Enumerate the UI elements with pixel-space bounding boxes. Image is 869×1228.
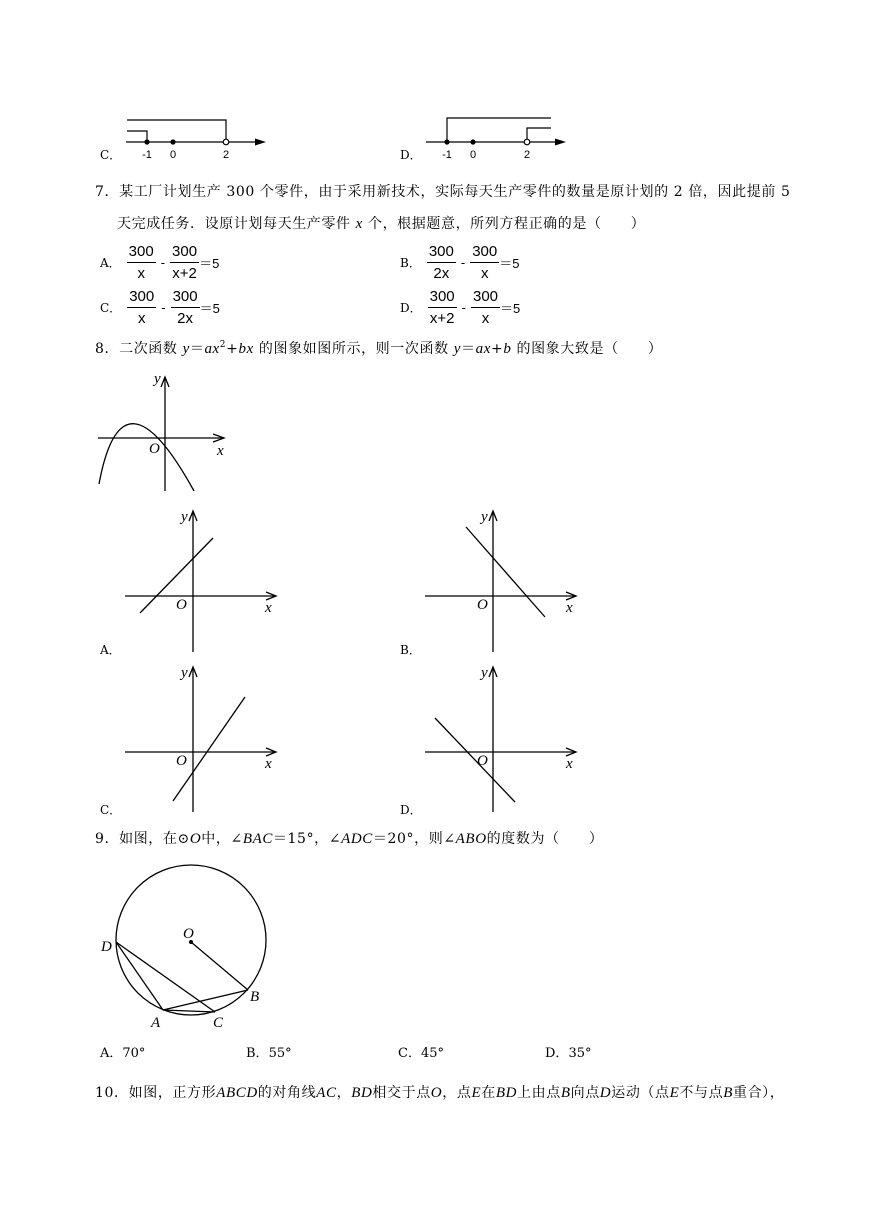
parabola-curve: [99, 424, 194, 491]
numerator: 300: [127, 288, 156, 308]
math-variable: ADC: [341, 831, 373, 847]
segment-ob: [191, 942, 248, 990]
math-variable: b: [503, 341, 512, 357]
math-variable: ax: [204, 341, 220, 357]
text-run: 相交于点: [372, 1085, 431, 1101]
text-run: ，点: [442, 1085, 472, 1101]
circle-figure: [100, 865, 266, 1031]
math-variable: AC: [316, 1085, 337, 1101]
option-label: A．: [100, 255, 121, 270]
denominator: x+2: [172, 264, 197, 282]
option-label: B．: [400, 255, 421, 270]
math-variable: E: [669, 1085, 680, 1101]
tick-label: -1: [442, 149, 452, 161]
math-variable: B: [560, 1085, 571, 1101]
point-label-a: A: [151, 1015, 161, 1031]
y-axis-label: y: [481, 509, 488, 525]
y-axis-label: y: [181, 509, 188, 525]
text-run: 8．二次函数: [95, 341, 183, 357]
solution-ray: [127, 131, 147, 142]
open-dot: [524, 139, 530, 145]
numerator: 300: [170, 243, 199, 263]
tick-dot: [170, 139, 175, 144]
math-variable: y: [453, 341, 461, 357]
text-run: ＝: [461, 341, 476, 357]
tick-label: 0: [469, 149, 477, 161]
math-variable: x: [355, 216, 363, 232]
math-variable: ABCD: [216, 1085, 258, 1101]
option-label: C．: [398, 1046, 421, 1061]
math-variable: ax: [475, 341, 491, 357]
text-run: 7．某工厂计划生产 300 个零件，由于采用新技术，实际每天生产零件的数量是原计划的 2 倍，因此提前 5: [95, 184, 791, 200]
open-dot: [223, 139, 229, 145]
denominator: x: [137, 264, 145, 282]
point-label-c: C: [213, 1015, 224, 1031]
option-label: C．: [100, 300, 122, 315]
option-label-d: D．: [400, 148, 422, 162]
math-variable: O: [430, 1085, 443, 1101]
y-axis-label: y: [181, 665, 188, 681]
number-line-d: [426, 118, 566, 161]
denominator: x: [137, 309, 146, 327]
origin-label: O: [149, 441, 160, 457]
text-run: 个，根据题意，所列方程正确的是（ ）: [362, 216, 646, 232]
text-run: 10．如图，正方形: [95, 1085, 217, 1101]
tick-label: -1: [142, 149, 152, 161]
math-variable: O: [189, 831, 202, 847]
math-variable: B: [723, 1085, 733, 1101]
q8-option-label-d: D．: [400, 803, 422, 817]
graph-option-d: [425, 665, 576, 812]
arrow-head: [255, 139, 266, 146]
x-axis-label: x: [217, 443, 224, 459]
text-run: 的度数为（ ）: [486, 831, 604, 847]
x-axis-label: x: [265, 756, 272, 772]
text-run: 运动（点: [611, 1085, 670, 1101]
equation-rhs: ＝5: [500, 300, 521, 316]
tick-dot: [470, 139, 475, 144]
option-value: 45°: [420, 1046, 444, 1061]
numerator: 300: [127, 243, 156, 263]
text-run: 9．如图，在⊙: [95, 831, 190, 847]
denominator: 2x: [177, 309, 193, 327]
denominator: x: [480, 264, 489, 282]
y-axis-label: y: [154, 371, 161, 387]
denominator: x+2: [429, 309, 455, 327]
math-variable: BD: [351, 1085, 373, 1101]
option-label-c: C．: [100, 148, 122, 162]
option-value: 70°: [122, 1046, 146, 1061]
text-run: +: [226, 341, 239, 357]
text-run: 在: [481, 1085, 496, 1101]
text-run: 天完成任务．设原计划每天生产零件: [117, 216, 356, 232]
origin-label: O: [176, 753, 187, 769]
math-variable: BD: [495, 1085, 518, 1101]
y-axis-label: y: [481, 665, 488, 681]
origin-label: O: [176, 597, 187, 613]
text-run: 的对角线: [257, 1085, 317, 1101]
option-value: 55°: [268, 1046, 292, 1061]
text-run: 的图象如图所示，则一次函数: [253, 341, 454, 357]
arrow-head: [555, 139, 566, 146]
closed-dot: [144, 139, 149, 144]
equation-rhs: ＝5: [499, 255, 520, 271]
option-label: B．: [246, 1046, 269, 1061]
point-label-b: B: [250, 989, 260, 1005]
numerator: 300: [427, 243, 456, 263]
origin-label: O: [477, 597, 488, 613]
q8-option-label-b: B．: [400, 643, 421, 657]
equation-rhs: ＝5: [199, 255, 220, 271]
text-run: 的图象大致是（ ）: [511, 341, 663, 357]
tick-label: 2: [523, 149, 531, 161]
graph-option-a: [125, 509, 276, 652]
math-variable: E: [471, 1085, 482, 1101]
numerator: 300: [171, 288, 200, 308]
origin-label: O: [477, 753, 488, 769]
parabola-figure: [98, 371, 224, 491]
equation-rhs: ＝5: [199, 300, 220, 316]
math-variable: D: [599, 1085, 612, 1101]
denominator: 2x: [433, 264, 450, 282]
denominator: x: [481, 309, 490, 327]
x-axis-label: x: [265, 600, 272, 616]
minus-sign: -: [161, 299, 166, 315]
linear-function-line: [435, 718, 515, 802]
text-run: ，: [336, 1085, 352, 1101]
q8-option-label-c: C．: [100, 803, 122, 817]
text-run: ＝20°，则∠: [372, 831, 456, 847]
math-variable: BAC: [242, 831, 273, 847]
point-label-d: D: [101, 939, 112, 955]
option-label: D．: [400, 300, 422, 315]
text-run: ＝: [189, 341, 205, 357]
closed-dot: [444, 139, 449, 144]
text-run: 向点: [570, 1085, 600, 1101]
point-label-o: O: [183, 926, 194, 942]
tick-label: 2: [222, 149, 230, 161]
numerator: 300: [471, 288, 500, 308]
math-variable: bx: [238, 341, 254, 357]
math-variable: ABO: [455, 831, 487, 847]
graph-option-b: [425, 509, 576, 652]
solution-ray: [447, 118, 551, 142]
minus-sign: -: [461, 299, 466, 315]
text-run: 上由点: [517, 1085, 561, 1101]
numerator: 300: [428, 288, 457, 308]
minus-sign: -: [460, 254, 466, 270]
option-label: A．: [100, 1046, 123, 1061]
superscript: 2: [219, 340, 227, 350]
text-run: 中，∠: [201, 831, 243, 847]
number-line-c: [126, 120, 266, 161]
text-run: 重合），: [732, 1085, 785, 1101]
tick-label: 0: [169, 149, 177, 161]
numerator: 300: [470, 243, 499, 263]
linear-function-line: [173, 697, 245, 801]
minus-sign: -: [160, 254, 166, 270]
x-axis-label: x: [566, 600, 573, 616]
option-label: D．: [545, 1046, 569, 1061]
segment-da: [116, 942, 163, 1010]
solution-ray: [527, 128, 551, 142]
text-run: +: [490, 341, 504, 357]
text-run: ＝15°，∠: [272, 831, 342, 847]
graph-option-c: [125, 665, 276, 812]
math-variable: y: [182, 341, 190, 357]
option-value: 35°: [568, 1046, 592, 1061]
text-run: 不与点: [679, 1085, 724, 1101]
q8-option-label-a: A．: [100, 643, 121, 657]
x-axis-label: x: [566, 756, 573, 772]
